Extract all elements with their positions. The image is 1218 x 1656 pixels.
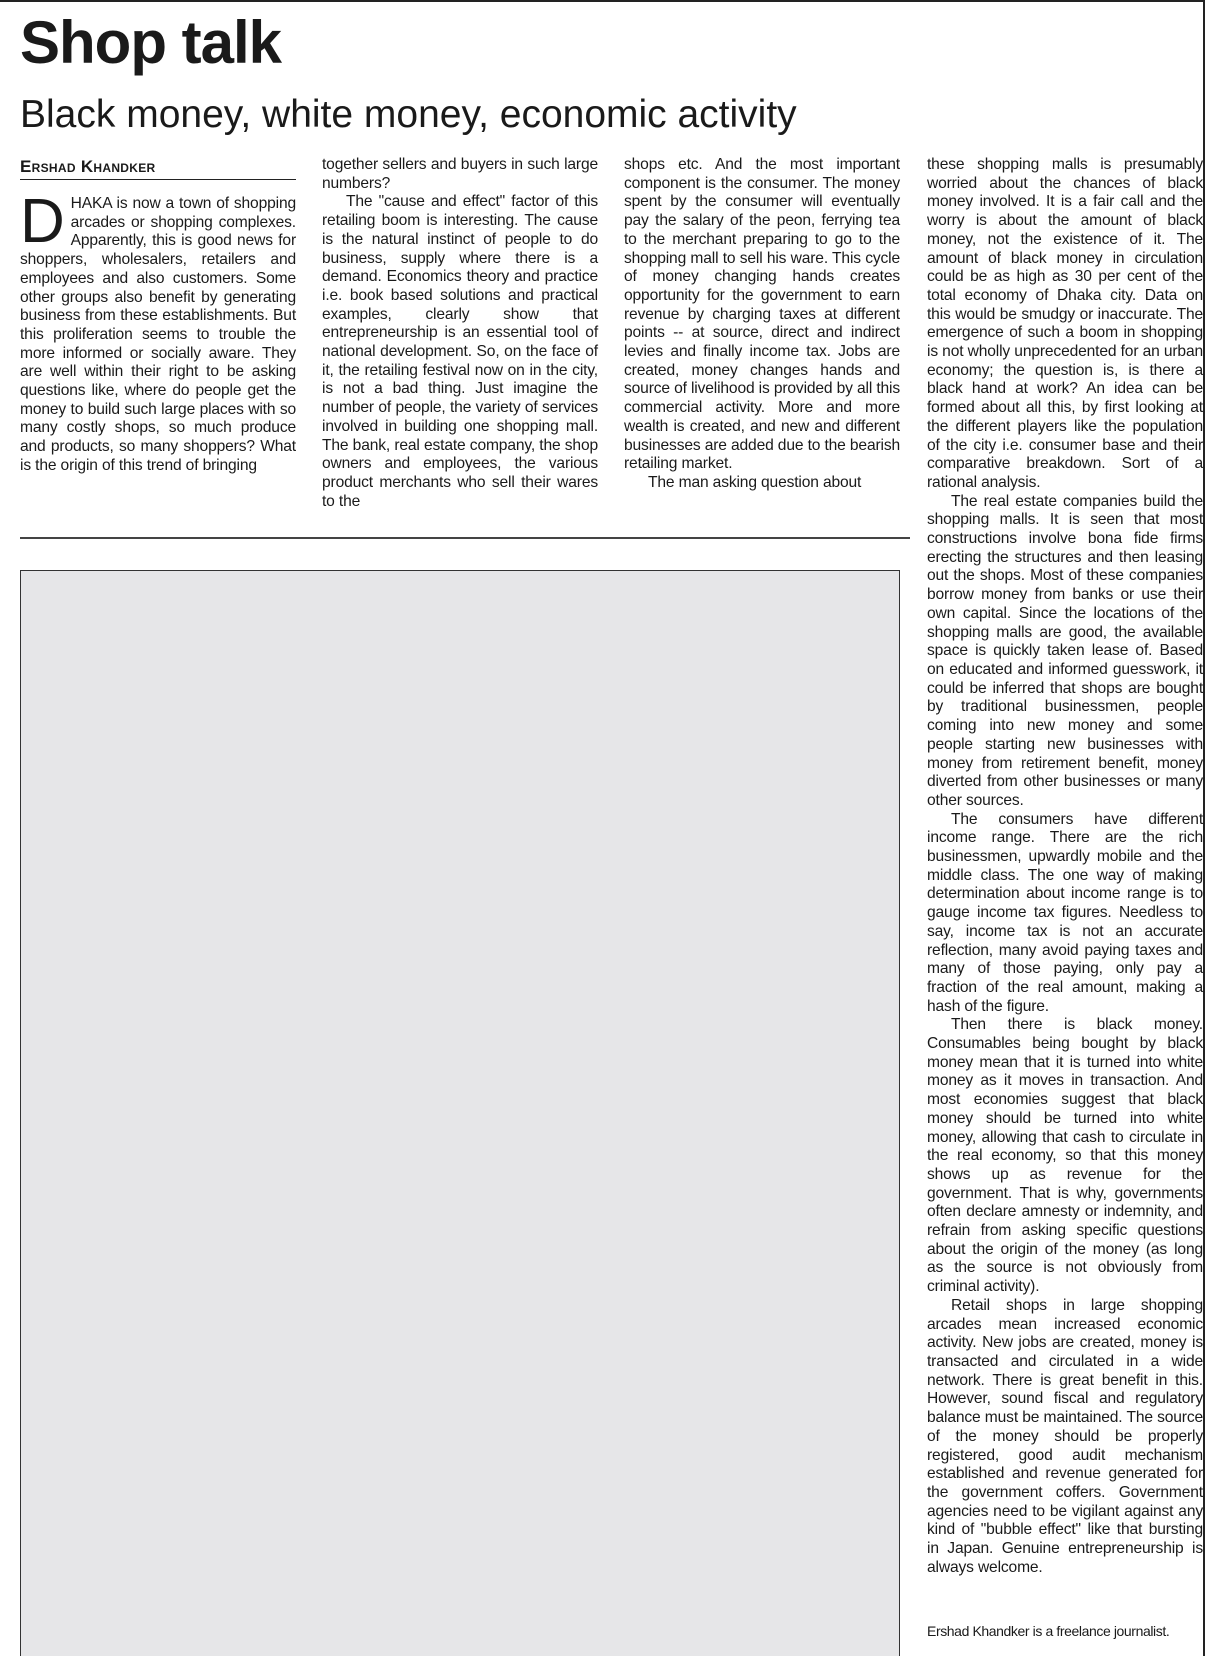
paragraph: shops etc. And the most important component is the consumer. The money spent by the consumer will eventually pay the salary of the peon, ferrying tea to the merchant preparing to go to the shopping mall to sell his ware. This cycle of money changing hands creates opportunity for the government to earn revenue by charging taxes at different points -- at source, direct and indirect levies and finally income tax. Jobs are created, money changes hands and source of livelihood is provided by all this commercial activity. More and more wealth is created, and new and different businesses are added due to the bearish retailing market. — [624, 156, 900, 473]
drop-cap: D — [20, 187, 65, 256]
paragraph: The "cause and effect" factor of this retailing boom is interesting. The cause is the natural instinct of people to do business, supply where there is a demand. Economics theory and practice i.e. book based solutions and practical examples, clearly show that entrepreneurship is an essential tool of national development. So, on the face of it, the retailing festival now on in the city, is not a bad thing. Just imagine the number of people, the variety of services involved in building one shopping mall. The bank, real estate company, the shop owners and employees, the various product merchants who sell their wares to the — [322, 193, 598, 510]
column-3 — [624, 156, 900, 493]
paragraph — [20, 187, 296, 476]
photo-placeholder — [20, 570, 900, 1656]
section-divider — [20, 537, 910, 539]
paragraph: The man asking question about — [648, 473, 862, 491]
column-2 — [322, 156, 598, 511]
paragraph: The consumers have different income range. There are the rich businessmen, upwardly mobile and the middle class. The one way of making determination about income range is to gauge income tax figures. Needless to say, income tax is not an accurate reflection, many avoid paying taxes and many of those paying, only pay a fraction of the real amount, making a hash of the figure. — [927, 810, 1203, 1015]
author-footnote: Ershad Khandker is a freelance journalist. — [927, 1623, 1170, 1639]
column-1 — [20, 187, 296, 476]
right-rule — [1203, 0, 1205, 1656]
paragraph: together sellers and buyers in such large numbers? — [322, 156, 598, 192]
top-rule — [0, 0, 1205, 2]
byline: Ershad Khandker — [20, 157, 296, 180]
headline: Shop talk — [20, 9, 282, 76]
paragraph-text: HAKA is now a town of shopping arcades or shopping complexes. Apparently, this is good news for shoppers, wholesalers, retailers and employees and also customers. Some other groups also benefit by generating business from these establishments. But this proliferation seems to trouble the more informed or socially aware. They are well within their right to be asking questions like, where do people get the money to build such large places with so many costly shops, so much produce and products, so many shoppers? What is the origin of this trend of bringing — [20, 195, 296, 474]
paragraph: The real estate companies build the shopping malls. It is seen that most constructions involve bona fide firms erecting the structures and then leasing out the shops. Most of these companies borrow money from banks or use their own capital. Since the locations of the shopping malls are good, the available space is quickly taken lease of. Based on educated and informed guesswork, it could be inferred that shops are bought by traditional businessmen, people coming into new money and some people starting new businesses with money from retirement benefit, money diverted from other businesses or many other sources. — [927, 492, 1203, 809]
paragraph: Retail shops in large shopping arcades mean increased economic activity. New jobs are created, money is transacted and circulated in a wide network. There is great benefit in this. However, sound fiscal and regulatory balance must be maintained. The source of the money should be properly registered, good audit mechanism established and revenue generated for the government coffers. Government agencies need to be vigilant against any kind of "bubble effect" like that bursting in Japan. Genuine entrepreneurship is always welcome. — [927, 1296, 1203, 1576]
paragraph: Then there is black money. Consumables being bought by black money mean that it is turned into white money as it moves in transaction. And most economies suggest that black money should be turned into white money, allowing that cash to circulate in the real economy, so that this money shows up as revenue for the government. That is why, governments often declare amnesty or indemnity, and refrain from asking specific questions about the origin of the money (as long as the source is not obviously from criminal activity). — [927, 1016, 1203, 1296]
paragraph: these shopping malls is presumably worried about the chances of black money involved. It is a fair call and the worry is about the amount of black money, not the existence of it. The amount of black money in circulation could be as high as 30 per cent of the total economy of Dhaka city. Data on this would be smudgy or inaccurate. The emergence of such a boom in shopping is not wholly unprecedented for an urban economy; the question is, is there a black hand at work? An idea can be formed about all this, by first looking at the different players like the population of the city i.e. consumer base and their comparative breakdown. Sort of a rational analysis. — [927, 156, 1203, 491]
column-4 — [927, 156, 1203, 1577]
subheadline: Black money, white money, economic activity — [20, 93, 797, 136]
